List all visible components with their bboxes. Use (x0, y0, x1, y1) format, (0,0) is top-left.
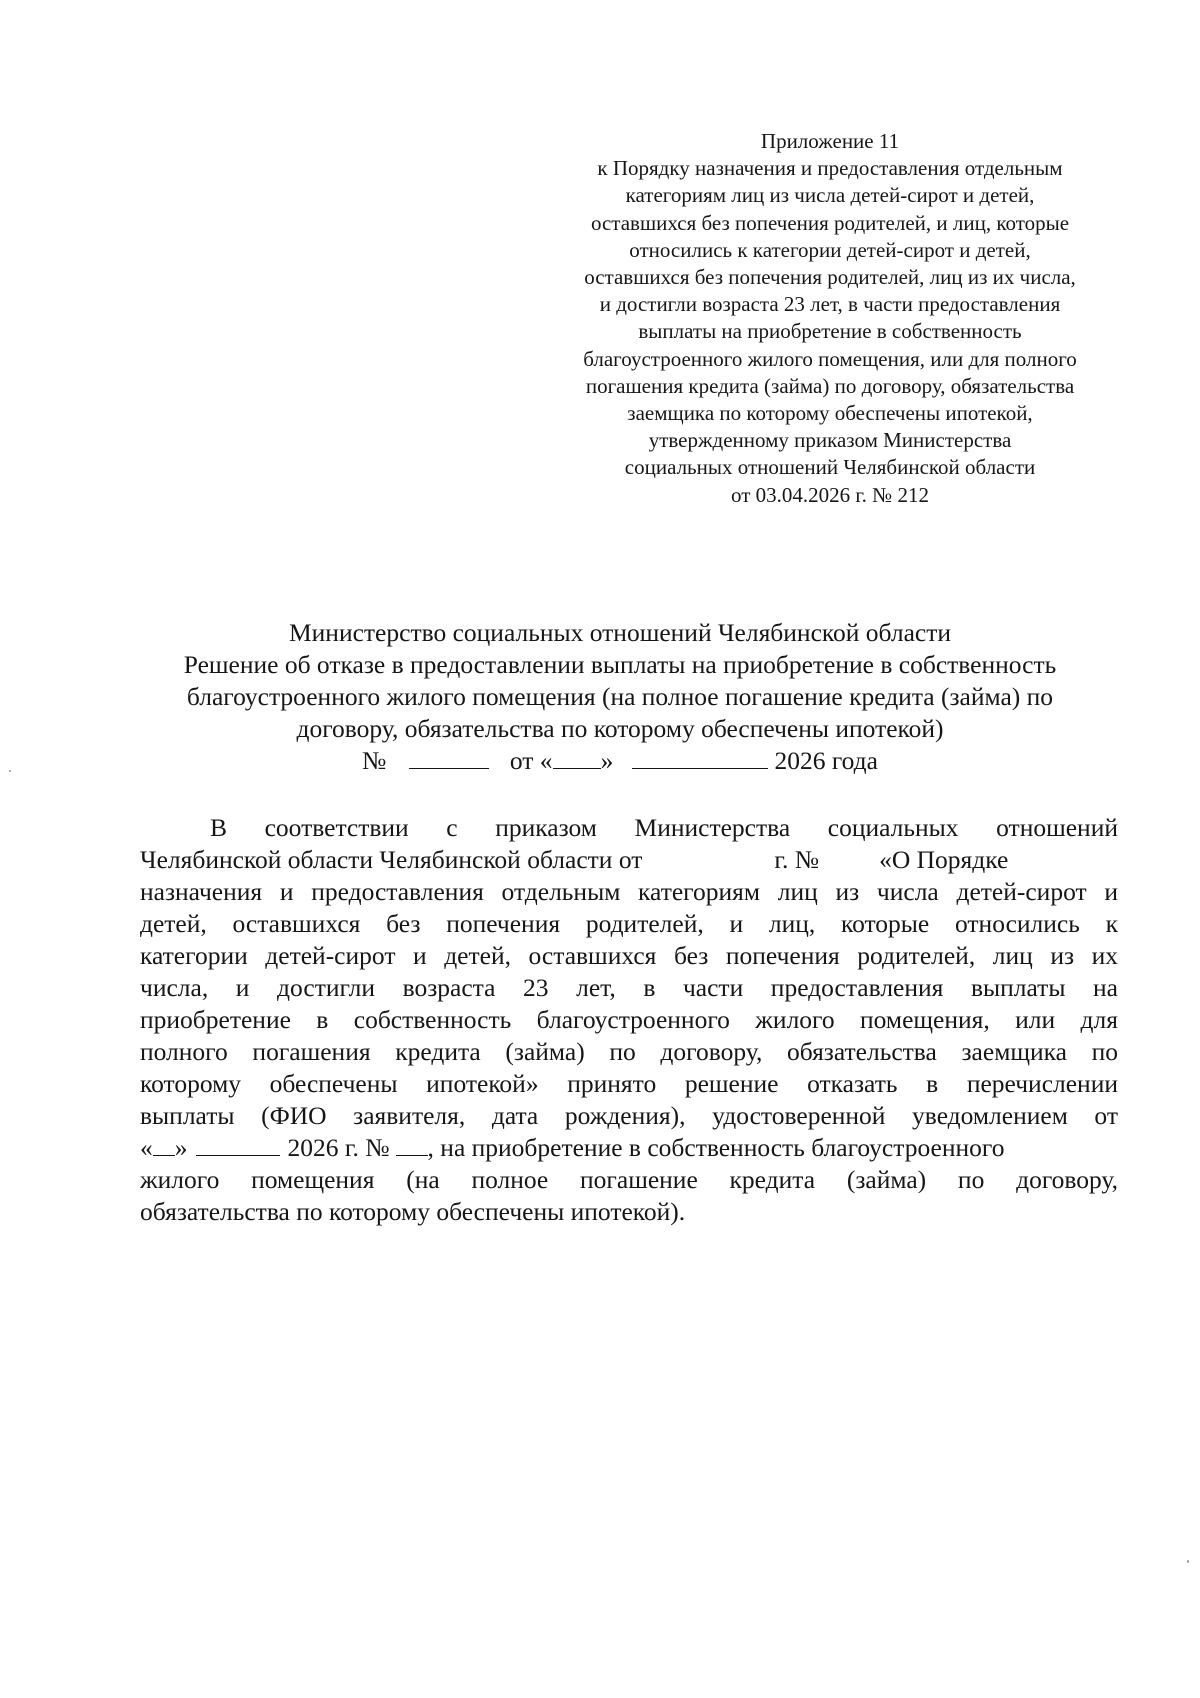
decision-title: Решение об отказе в предоставлении выплаты на приобретение в собственность (183, 650, 1057, 679)
body-line: обязательства по которому обеспечены ипотекой). (140, 1197, 686, 1226)
appendix-line: выплаты на приобретение в собственность (638, 319, 1022, 344)
appendix-title: Приложение 11 (760, 129, 900, 153)
appendix-line: категориям лиц из числа детей-сирот и детей, (625, 183, 1035, 208)
body-line: полного погашения кредита (займа) по договору, обязательства заемщика по (140, 1037, 1118, 1066)
ministry-name: Министерство социальных отношений Челябинской области (288, 618, 952, 647)
notice-number-blank (396, 1133, 428, 1156)
notice-month-blank (196, 1133, 280, 1156)
notice-day-blank (153, 1133, 175, 1156)
appendix-line: социальных отношений Челябинской области (624, 455, 1036, 480)
body-line: числа, и достигли возраста 23 лет, в части предоставления выплаты на (140, 973, 1118, 1002)
decision-year: 2026 года (774, 746, 878, 775)
appendix-line: и достигли возраста 23 лет, в части предоставления (599, 292, 1061, 317)
body-line: жилого помещения (на полное погашение кредита (займа) по договору, (140, 1165, 1118, 1194)
number-sign: № (362, 746, 387, 775)
body-line: назначения и предоставления отдельным категориям лиц из числа детей-сирот и (140, 877, 1118, 906)
body-line: выплаты (ФИО заявителя, дата рождения), удостоверенной уведомлением от (140, 1101, 1118, 1130)
from-word: от « (509, 746, 553, 775)
decision-title-line: договору, обязательства по которому обеспечены ипотекой) (296, 714, 944, 743)
decision-number-line (120, 745, 1120, 777)
appendix-line: оставшихся без попечения родителей, и лиц, которые (590, 210, 1070, 235)
quote-close: » (600, 746, 614, 775)
appendix-line: погашения кредита (займа) по договору, обязательства (585, 373, 1075, 398)
body-line: В соответствии с приказом Министерства социальных отношений (210, 813, 1118, 842)
appendix-line: оставшихся без попечения родителей, лиц из их числа, (584, 265, 1076, 290)
body-line: « » 2026 г. № , на приобретение в собственность благоустроенного (140, 1133, 1005, 1162)
appendix-block (540, 128, 1120, 509)
appendix-line: утвержденному приказом Министерства (648, 428, 1012, 453)
order-title-start: «О Порядке (879, 845, 1009, 874)
day-blank (553, 746, 601, 769)
appendix-line: благоустроенного жилого помещения, или для полного (583, 346, 1077, 371)
order-number-label: г. № (774, 845, 820, 874)
appendix-line: заемщика по которому обеспечены ипотекой, (627, 401, 1033, 426)
appendix-line: к Порядку назначения и предоставления отдельным (597, 156, 1063, 181)
decision-title-line: благоустроенного жилого помещения (на полное погашение кредита (займа) по (186, 682, 1054, 711)
body-line: которому обеспечены ипотекой» принято решение отказать в перечислении (140, 1069, 1118, 1098)
month-blank (632, 746, 768, 769)
body-line: приобретение в собственность благоустроенного жилого помещения, или для (140, 1005, 1118, 1034)
body-line: Челябинской области Челябинской области от г. № «О Порядке (140, 845, 1009, 874)
appendix-line: относились к категории детей-сирот и детей, (629, 237, 1031, 262)
number-blank (409, 746, 489, 769)
decision-body (140, 812, 1118, 1228)
body-line: категории детей-сирот и детей, оставшихся без попечения родителей, лиц из их (140, 941, 1118, 970)
document-heading (120, 617, 1120, 777)
body-line: детей, оставшихся без попечения родителей, и лиц, которые относились к (140, 909, 1118, 938)
appendix-order-date: от 03.04.2026 г. № 212 (731, 482, 929, 507)
